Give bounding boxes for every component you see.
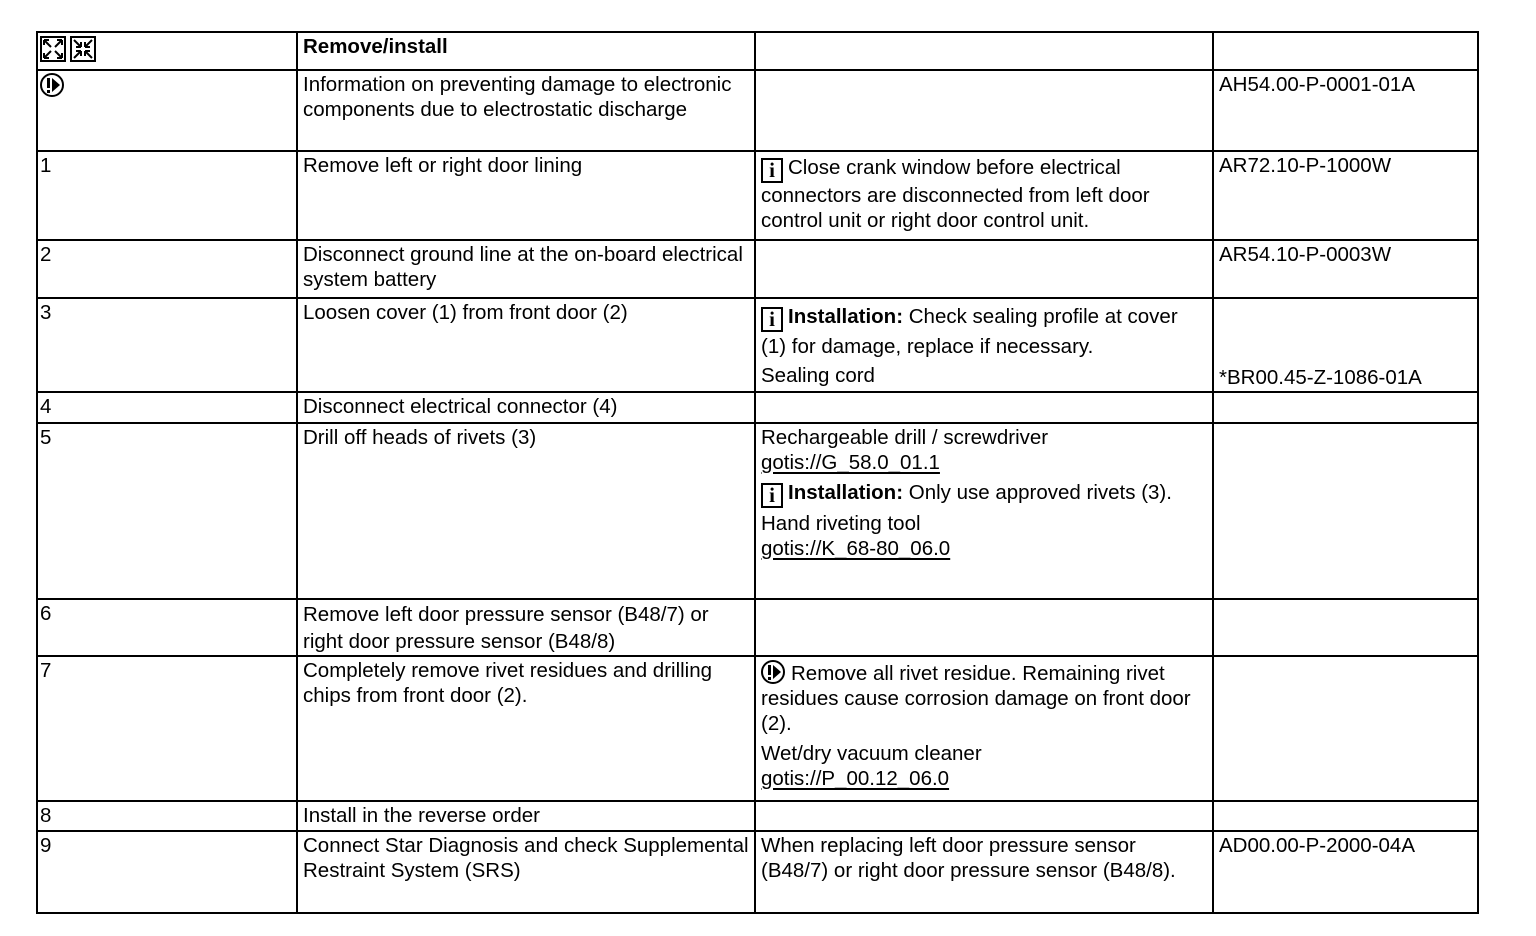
- tool-name: Sealing cord: [761, 364, 875, 387]
- note-label: Installation:: [788, 305, 904, 328]
- table-row: [37, 801, 1478, 831]
- tool-name: Rechargeable drill / screwdriver: [761, 426, 1049, 449]
- step-text: Completely remove rivet residues and drilling chips from front door (2).: [303, 659, 713, 707]
- note-label: Installation:: [788, 481, 904, 504]
- table-row: [37, 70, 1478, 151]
- note-text: When replacing left door pressure sensor (B48/7) or right door pressure sensor (B48/8).: [761, 834, 1176, 882]
- step-text: Install in the reverse order: [303, 804, 541, 827]
- reference-code[interactable]: AR72.10-P-1000W: [1219, 154, 1392, 177]
- info-icon: i: [761, 483, 783, 508]
- tool-link[interactable]: gotis://K_68-80_06.0: [761, 537, 951, 560]
- note-text: Close crank window before electrical connectors are disconnected from left door control unit or right door control unit.: [761, 156, 1150, 232]
- step-number: 5: [40, 426, 52, 449]
- step-text: Remove left door pressure sensor (B48/7) or right door pressure sensor (B48/8): [303, 603, 709, 653]
- reference-code[interactable]: *BR00.45-Z-1086-01A: [1219, 366, 1422, 389]
- step-number: 8: [40, 804, 52, 827]
- step-text: Information on preventing damage to electronic components due to electrostatic discharge: [303, 73, 732, 121]
- step-number: 7: [40, 659, 52, 682]
- header-icons-cell: [37, 32, 297, 70]
- procedure-table: [36, 31, 1479, 914]
- step-number: 1: [40, 154, 52, 177]
- step-text: Loosen cover (1) from front door (2): [303, 301, 628, 324]
- tool-name: Hand riveting tool: [761, 512, 921, 535]
- reference-code[interactable]: AR54.10-P-0003W: [1219, 243, 1392, 266]
- reference-code[interactable]: AD00.00-P-2000-04A: [1219, 834, 1416, 857]
- reference-code[interactable]: AH54.00-P-0001-01A: [1219, 73, 1416, 96]
- note-text: Check sealing profile at cover (1) for damage, replace if necessary.: [761, 305, 1178, 358]
- tool-name: Wet/dry vacuum cleaner: [761, 742, 982, 765]
- warning-icon: [761, 660, 785, 684]
- table-row: [37, 298, 1478, 392]
- table-row: [37, 599, 1478, 656]
- install-icon: [70, 36, 96, 62]
- step-text: Disconnect electrical connector (4): [303, 395, 618, 418]
- step-text: Connect Star Diagnosis and check Supplemental Restraint System (SRS): [303, 834, 749, 882]
- step-number: 6: [40, 602, 52, 625]
- step-number: 2: [40, 243, 52, 266]
- table-row: [37, 392, 1478, 423]
- header-title: Remove/install: [303, 35, 448, 58]
- warning-icon: [40, 73, 64, 97]
- tool-link[interactable]: gotis://P_00.12_06.0: [761, 767, 950, 790]
- step-number: 4: [40, 395, 52, 418]
- header-title-cell: [297, 32, 755, 70]
- table-row: [37, 831, 1478, 913]
- table-row: [37, 423, 1478, 599]
- remove-icon: [40, 36, 66, 62]
- note-text: Remove all rivet residue. Remaining rivet residues cause corrosion damage on front door (2).: [761, 662, 1191, 735]
- info-icon: i: [761, 158, 783, 183]
- table-row: [37, 656, 1478, 801]
- tool-link[interactable]: gotis://G_58.0_01.1: [761, 451, 940, 474]
- step-text: Remove left or right door lining: [303, 154, 583, 177]
- table-row: [37, 240, 1478, 298]
- step-text: Disconnect ground line at the on-board electrical system battery: [303, 243, 743, 291]
- info-icon: i: [761, 307, 783, 332]
- note-text: Only use approved rivets (3).: [908, 481, 1172, 504]
- table-header-row: [37, 32, 1478, 70]
- table-row: [37, 151, 1478, 240]
- step-number: 3: [40, 301, 52, 324]
- step-text: Drill off heads of rivets (3): [303, 426, 537, 449]
- step-number: 9: [40, 834, 52, 857]
